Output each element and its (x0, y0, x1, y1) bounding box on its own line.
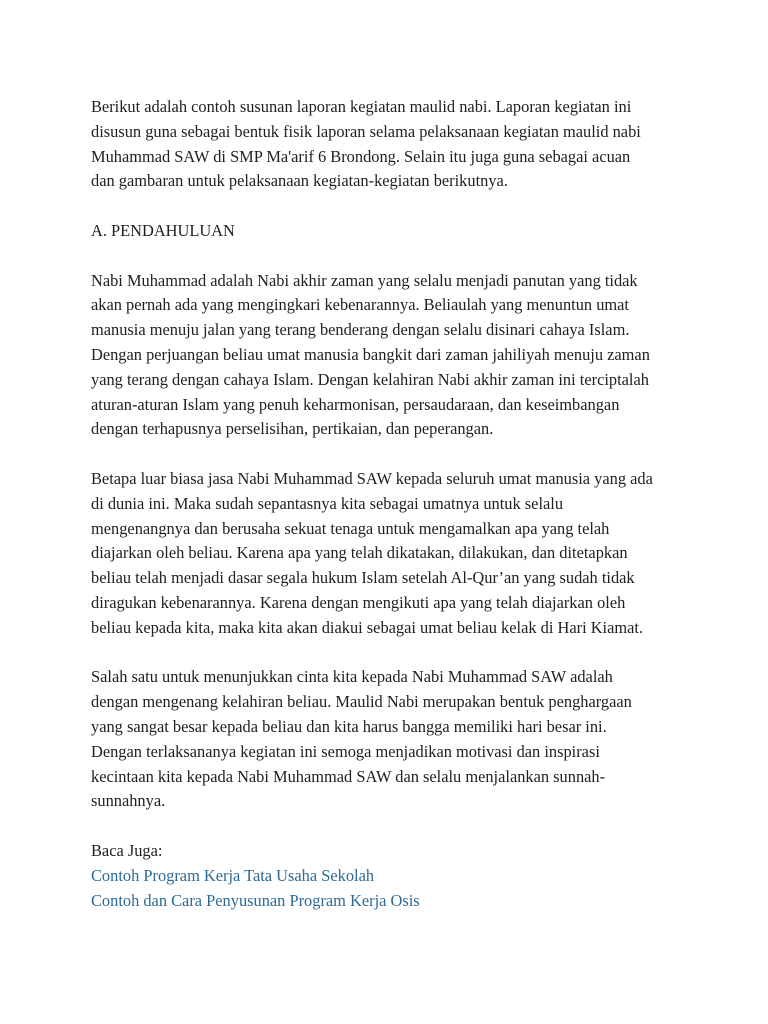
related-link-program-kerja-osis[interactable]: Contoh dan Cara Penyusunan Program Kerja Osis (91, 890, 420, 910)
paragraph-line: yang terang dengan cahaya Islam. Dengan kelahiran Nabi akhir zaman ini terciptalah (91, 369, 649, 389)
paragraph-line: sunnahnya. (91, 791, 166, 811)
paragraph-line: mengenangnya dan berusaha sekuat tenaga untuk mengamalkan apa yang telah (91, 518, 610, 538)
paragraph-line: diajarkan oleh beliau. Karena apa yang telah dikatakan, dilakukan, dan ditetapkan (91, 543, 628, 563)
paragraph-line: diragukan kebenarannya. Karena dengan mengikuti apa yang telah diajarkan oleh (91, 592, 626, 612)
body-paragraph-2 (91, 467, 681, 641)
paragraph-line: beliau kepada kita, maka kita akan diakui sebagai umat beliau kelak di Hari Kiamat. (91, 617, 644, 637)
document-page (91, 95, 681, 913)
paragraph-line: aturan-aturan Islam yang penuh keharmonisan, persaudaraan, dan keseimbangan (91, 394, 620, 414)
paragraph-line: Dengan terlaksananya kegiatan ini semoga menjadikan motivasi dan inspirasi (91, 741, 600, 761)
related-articles (91, 839, 681, 913)
related-label: Baca Juga: (91, 840, 163, 860)
paragraph-line: Nabi Muhammad adalah Nabi akhir zaman yang selalu menjadi panutan yang tidak (91, 270, 638, 290)
paragraph-line: akan pernah ada yang mengingkari kebenarannya. Beliaulah yang menuntun umat (91, 295, 629, 315)
paragraph-line: Dengan perjuangan beliau umat manusia bangkit dari zaman jahiliyah menuju zaman (91, 344, 650, 364)
body-paragraph-3 (91, 665, 681, 814)
related-link-program-kerja-tata-usaha[interactable]: Contoh Program Kerja Tata Usaha Sekolah (91, 865, 375, 885)
intro-line: Muhammad SAW di SMP Ma'arif 6 Brondong. Selain itu juga guna sebagai acuan (91, 146, 631, 166)
section-heading: A. PENDAHULUAN (91, 220, 235, 240)
paragraph-line: dengan mengenang kelahiran beliau. Maulid Nabi merupakan bentuk penghargaan (91, 692, 632, 712)
intro-line: Berikut adalah contoh susunan laporan kegiatan maulid nabi. Laporan kegiatan ini (91, 97, 632, 116)
paragraph-line: kecintaan kita kepada Nabi Muhammad SAW dan selalu menjalankan sunnah- (91, 766, 606, 786)
paragraph-line: yang sangat besar kepada beliau dan kita harus bangga memiliki hari besar ini. (91, 716, 607, 736)
paragraph-line: di dunia ini. Maka sudah sepantasnya kita sebagai umatnya untuk selalu (91, 493, 564, 513)
paragraph-line: Salah satu untuk menunjukkan cinta kita kepada Nabi Muhammad SAW adalah (91, 667, 613, 687)
paragraph-line: beliau telah menjadi dasar segala hukum Islam setelah Al-Qur’an yang sudah tidak (91, 568, 635, 588)
intro-line: dan gambaran untuk pelaksanaan kegiatan-kegiatan berikutnya. (91, 171, 508, 191)
intro-line: disusun guna sebagai bentuk fisik laporan selama pelaksanaan kegiatan maulid nabi (91, 121, 641, 141)
body-paragraph-1 (91, 269, 681, 443)
paragraph-line: Betapa luar biasa jasa Nabi Muhammad SAW kepada seluruh umat manusia yang ada (91, 468, 653, 488)
paragraph-line: dengan terhapusnya perselisihan, pertikaian, dan peperangan. (91, 419, 494, 439)
intro-paragraph (91, 95, 681, 194)
paragraph-line: manusia menuju jalan yang terang benderang dengan selalu disinari cahaya Islam. (91, 320, 630, 340)
